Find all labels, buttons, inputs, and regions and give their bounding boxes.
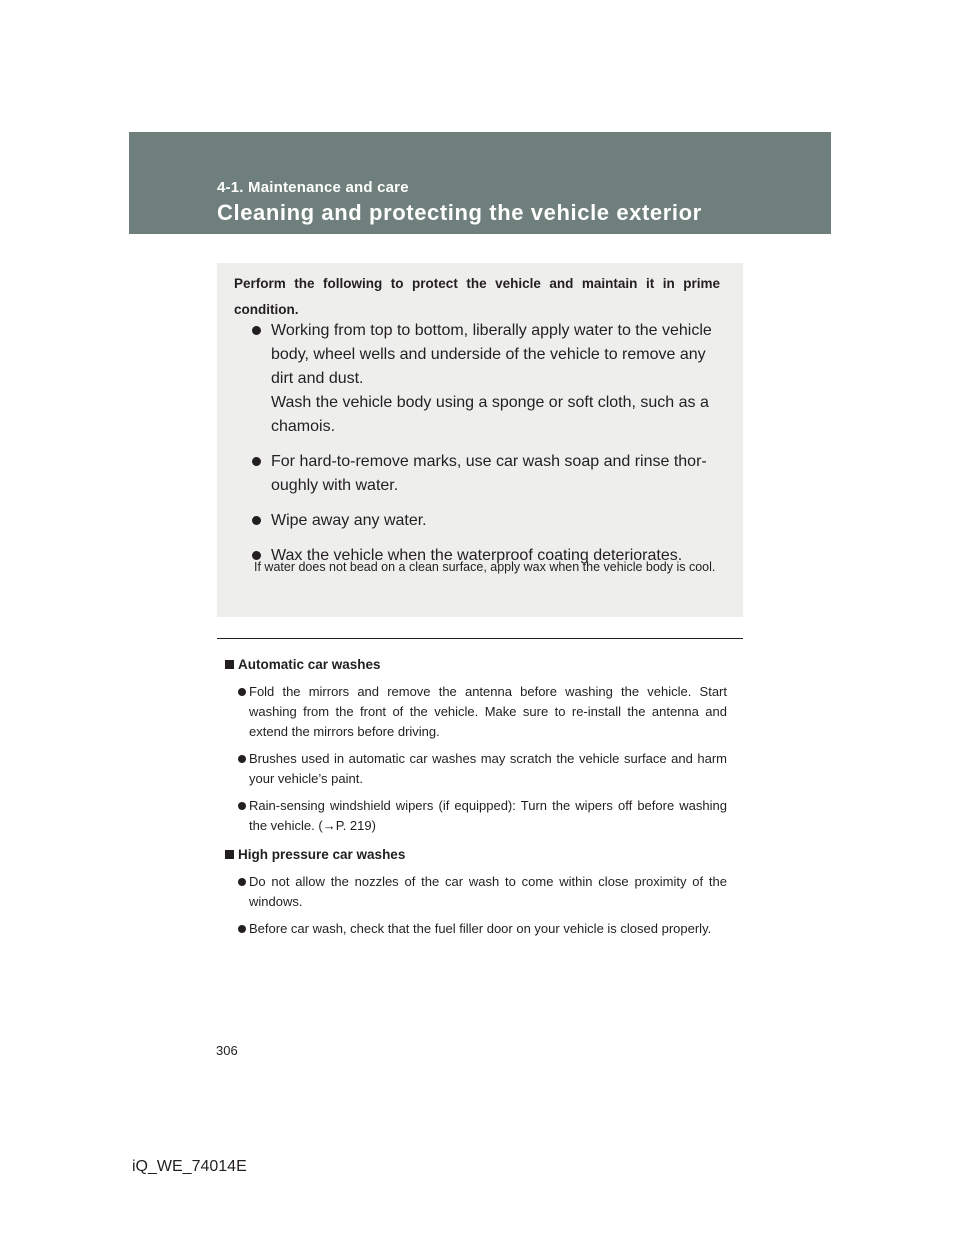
section-divider: [217, 638, 743, 639]
note-item-text: Do not allow the nozzles of the car wash to come within close proximity of the windows.: [249, 874, 727, 909]
note-heading-high-pressure: [225, 846, 727, 864]
intro-text: Perform the following to protect the vehicle and maintain it in prime condition.: [234, 276, 720, 317]
bullet-dot-icon: [238, 925, 246, 933]
note-item: [225, 919, 727, 939]
header-band: [129, 132, 831, 234]
page-number: 306: [216, 1043, 238, 1058]
note-heading-text: Automatic car washes: [238, 657, 381, 672]
intro-bullet-text: Working from top to bottom, liberally apply water to the vehicle body, wheel wells and underside of the vehicle to remove any dirt and dust.: [271, 322, 712, 387]
note-heading-automatic: [225, 656, 727, 674]
note-item: [225, 796, 727, 836]
note-list-automatic: [225, 682, 727, 836]
note-heading-text: High pressure car washes: [238, 847, 406, 862]
section-label: 4-1. Maintenance and care: [217, 179, 409, 196]
intro-bullet: [250, 450, 720, 498]
bullet-dot-icon: [238, 688, 246, 696]
note-item-text: Brushes used in automatic car washes may scratch the vehicle surface and harm your vehicle’s paint.: [249, 751, 727, 786]
intro-bullet-text: Wax the vehicle when the waterproof coating deteriorates.: [271, 547, 683, 564]
note-item-text: Before car wash, check that the fuel filler door on your vehicle is closed properly.: [249, 921, 712, 936]
note-item: [225, 749, 727, 789]
bullet-dot-icon: [252, 326, 261, 335]
notes-section: [225, 656, 727, 949]
intro-bullet: [250, 509, 720, 533]
note-item-text: Fold the mirrors and remove the antenna before washing the vehicle. Start washing from the front of the vehicle. Make sure to re-install the antenna and extend the mirrors before driving.: [249, 684, 727, 739]
bullet-dot-icon: [252, 457, 261, 466]
intro-bullet-list: [250, 319, 720, 579]
bullet-dot-icon: [238, 802, 246, 810]
intro-bullet-text: Wash the vehicle body using a sponge or soft cloth, such as a chamois.: [271, 394, 709, 435]
note-item: [225, 682, 727, 742]
intro-bullet-text: Wipe away any water.: [271, 512, 427, 529]
bullet-dot-icon: [238, 878, 246, 886]
page-title: Cleaning and protecting the vehicle exterior: [217, 200, 702, 225]
note-item: [225, 872, 727, 912]
square-bullet-icon: [225, 660, 234, 669]
note-item-text: Rain-sensing windshield wipers (if equipped): Turn the wipers off before washing the vehicle. (→P. 219): [249, 798, 727, 833]
intro-bullet-text: For hard-to-remove marks, use car wash soap and rinse thor-oughly with water.: [271, 453, 707, 494]
intro-note: If water does not bead on a clean surface, apply wax when the vehicle body is cool.: [254, 560, 716, 574]
bullet-dot-icon: [238, 755, 246, 763]
bullet-dot-icon: [252, 516, 261, 525]
intro-bullet: [250, 319, 720, 439]
note-list-high-pressure: [225, 872, 727, 939]
intro-box: [217, 263, 743, 617]
square-bullet-icon: [225, 850, 234, 859]
document-code: iQ_WE_74014E: [132, 1158, 247, 1175]
